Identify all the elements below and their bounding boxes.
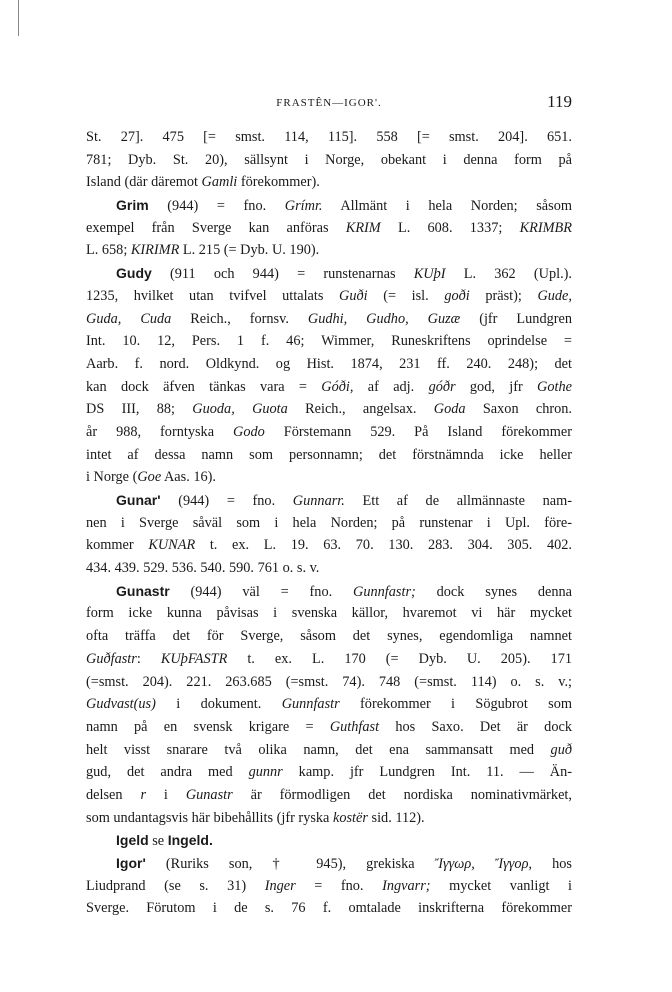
italic-term: Guði	[339, 287, 368, 304]
text-line	[86, 421, 572, 444]
text-run: kamp. jfr Lundgren Int. 11. — Än-	[282, 764, 572, 781]
text-line	[86, 807, 572, 830]
text-run: som undantagsvis här bibehållits (jfr ryska	[86, 809, 333, 826]
text-run: t. ex. L. 170 (= Dyb. U. 205). 171	[227, 650, 573, 667]
text-line	[86, 398, 572, 421]
text-run: Saxon chron.	[465, 401, 573, 418]
text-line	[86, 739, 572, 762]
italic-term: KUþFASTR	[160, 650, 228, 667]
text-run: i dokument.	[155, 696, 282, 713]
body-text	[86, 126, 572, 920]
text-run: 1235, hvilket utan tvifvel uttalats	[86, 287, 340, 304]
text-run: kan dock äfven tänkas vara =	[86, 378, 322, 395]
text-run: delsen	[86, 786, 141, 803]
text-line	[86, 149, 572, 172]
text-run: (944) väl = fno.	[169, 583, 354, 600]
italic-term: Gude,	[537, 287, 572, 304]
text-run: L. 608. 1337;	[380, 219, 520, 236]
text-run: Island (där däremot	[86, 174, 202, 191]
text-run: kommer	[86, 537, 149, 554]
text-run: mycket vanligt i	[430, 877, 573, 894]
text-run: exempel från Sverge kan anföras	[86, 219, 346, 236]
italic-term: góðr	[428, 378, 456, 395]
text-line	[86, 171, 572, 194]
text-run: Reich., fornsv.	[171, 310, 308, 327]
text-run: år 988, forntyska	[86, 423, 233, 440]
text-run: sid. 112).	[367, 809, 425, 826]
italic-term: guð	[550, 741, 572, 758]
text-line	[86, 308, 572, 331]
text-line	[86, 330, 572, 353]
text-line	[86, 875, 572, 898]
entry-start-line	[86, 262, 572, 285]
text-run: förekommer i Sögubrot som	[339, 696, 572, 713]
text-run: se	[148, 833, 168, 850]
italic-term: goði	[444, 287, 470, 304]
text-run: Int. 10. 12, Pers. 1 f. 46; Wimmer, Runeskriftens oprindelse =	[86, 333, 572, 350]
italic-term: Grímr.	[284, 198, 323, 215]
text-line	[86, 648, 572, 671]
headword: Gudy	[116, 265, 152, 282]
entry-start-line	[86, 194, 572, 217]
text-line	[86, 466, 572, 489]
headword: Gunastr	[116, 582, 170, 599]
text-run: Förstemann 529. På Island förekommer	[264, 423, 572, 440]
italic-term: Gunnarr.	[292, 493, 345, 509]
page-header	[86, 92, 572, 116]
italic-term: Gunnfastr;	[353, 583, 416, 600]
text-run: Aas. 16).	[161, 469, 216, 486]
entry-start-line	[86, 829, 572, 852]
italic-term: Gamli	[201, 174, 238, 191]
text-line	[86, 602, 572, 625]
headword: Gunar'	[116, 492, 161, 508]
entry-start-line	[86, 852, 572, 875]
page-number: 119	[547, 92, 572, 111]
entry-start-line	[86, 580, 572, 603]
text-run: 434. 439. 529. 536. 540. 590. 761 o. s. v.	[86, 560, 320, 577]
text-line	[86, 353, 572, 376]
text-run: (911 och 944) = runstenarnas	[151, 266, 414, 283]
text-run: hos	[532, 856, 572, 872]
italic-term: Guoda, Guota	[192, 401, 288, 418]
italic-term: Gothe	[537, 378, 572, 395]
italic-term: KRIMBR	[519, 219, 572, 236]
text-run: (=smst. 204). 221. 263.685 (=smst. 74). 748 (=smst. 114) o. s. v.;	[86, 673, 572, 690]
text-run: hos Saxo. Det är dock	[379, 718, 572, 735]
text-line	[86, 716, 572, 739]
text-line	[86, 285, 572, 308]
italic-term: Góði,	[321, 378, 354, 395]
italic-term: KIRIMR	[130, 242, 180, 259]
text-run: i	[146, 786, 186, 803]
text-run: god, jfr	[455, 378, 538, 395]
text-run: Aarb. f. nord. Oldkynd. og Hist. 1874, 231 ff. 240. 248); det	[86, 355, 572, 372]
text-run: gud, det andra med	[86, 764, 249, 781]
headword: Grim	[116, 197, 149, 214]
text-line	[86, 376, 572, 399]
text-line	[86, 444, 572, 467]
italic-term: Goda	[433, 401, 466, 418]
running-title: FRASTÊN—IGOR'.	[276, 97, 382, 109]
text-run: intet af dessa namn som personnamn; det förstnämnda icke heller	[86, 446, 572, 463]
text-run: (Ruriks son, † 945), grekiska	[145, 856, 435, 872]
text-run: L. 658;	[86, 242, 131, 259]
text-run: Allmänt i hela Norden; såsom	[322, 198, 572, 215]
italic-term: KUNAR	[148, 537, 196, 554]
italic-term: Guthfast	[329, 718, 380, 735]
italic-term: r	[140, 786, 147, 803]
text-run: (944) = fno.	[148, 198, 285, 215]
text-run: präst);	[469, 287, 538, 304]
text-line	[86, 239, 572, 262]
text-run: ofta träffa det för Sverge, såsom det synes, egendomliga namnet	[86, 628, 572, 645]
text-run: (944) = fno.	[160, 493, 293, 509]
text-run: i Norge (	[86, 469, 138, 486]
text-run: (= isl.	[367, 287, 445, 304]
text-line	[86, 512, 572, 535]
text-run: DS III, 88;	[86, 401, 193, 418]
italic-term: Gudhi, Gudho, Guzæ	[307, 310, 461, 327]
text-run: L. 215 (= Dyb. U. 190).	[179, 242, 320, 259]
italic-term: Ἴγγωρ, Ἴγγορ,	[434, 856, 533, 872]
italic-term: Guðfastr	[86, 650, 137, 667]
headword: Ingeld.	[167, 832, 213, 849]
text-run: :	[136, 650, 161, 667]
text-run: Ett af de allmännaste nam-	[344, 493, 572, 509]
text-run: namn på en svensk krigare =	[86, 718, 330, 735]
text-run: 781; Dyb. St. 20), sällsynt i Norge, obekant i denna form på	[86, 151, 572, 168]
text-run: är förmodligen det nordiska nominativmärket,	[232, 786, 572, 803]
text-run: form icke kunna påvisas i svenska källor, hvaremot vi här mycket	[86, 605, 572, 622]
text-line	[86, 897, 572, 920]
italic-term: Gudvast(us)	[86, 696, 156, 713]
italic-term: Gunnfastr	[281, 696, 340, 713]
text-line	[86, 557, 572, 580]
italic-term: KRIM	[345, 219, 381, 236]
text-line	[86, 534, 572, 557]
text-line	[86, 761, 572, 784]
text-line	[86, 217, 572, 240]
entry-start-line	[86, 489, 572, 512]
text-run: nen i Sverge såväl som i hela Norden; på runstenar i Upl. före-	[86, 514, 572, 531]
scan-edge-line	[18, 0, 19, 36]
italic-term: Goe	[137, 469, 162, 486]
text-line	[86, 671, 572, 694]
headword: Igor'	[116, 855, 146, 871]
italic-term: kostër	[332, 809, 368, 826]
text-run: förekommer).	[237, 174, 320, 191]
text-line	[86, 784, 572, 807]
italic-term: Inger	[264, 877, 296, 894]
text-run: Reich., angelsax.	[287, 401, 434, 418]
text-run: (jfr Lundgren	[460, 310, 572, 327]
italic-term: Guda, Cuda	[86, 310, 172, 327]
text-run: Sverge. Förutom i de s. 76 f. omtalade inskrifterna förekommer	[86, 900, 572, 917]
text-run: L. 362 (Upl.).	[445, 266, 572, 283]
italic-term: gunnr	[248, 764, 283, 781]
italic-term: Godo	[233, 423, 265, 440]
text-line	[86, 126, 572, 149]
headword: Igeld	[116, 832, 149, 849]
text-run: helt visst snarare två olika namn, det ena sammansatt med	[86, 741, 551, 758]
italic-term: Ingvarr;	[382, 877, 431, 894]
text-run: af adj.	[353, 378, 429, 395]
text-run: = fno.	[295, 877, 383, 894]
italic-term: Gunastr	[185, 786, 233, 803]
italic-term: KUþI	[413, 266, 446, 283]
text-run: St. 27]. 475 [= smst. 114, 115]. 558 [= smst. 204]. 651.	[86, 129, 572, 145]
text-line	[86, 625, 572, 648]
text-run: Liudprand (se s. 31)	[86, 877, 265, 894]
text-run: dock synes denna	[415, 583, 572, 600]
text-line	[86, 693, 572, 716]
text-run: t. ex. L. 19. 63. 70. 130. 283. 304. 305. 402.	[195, 537, 572, 554]
